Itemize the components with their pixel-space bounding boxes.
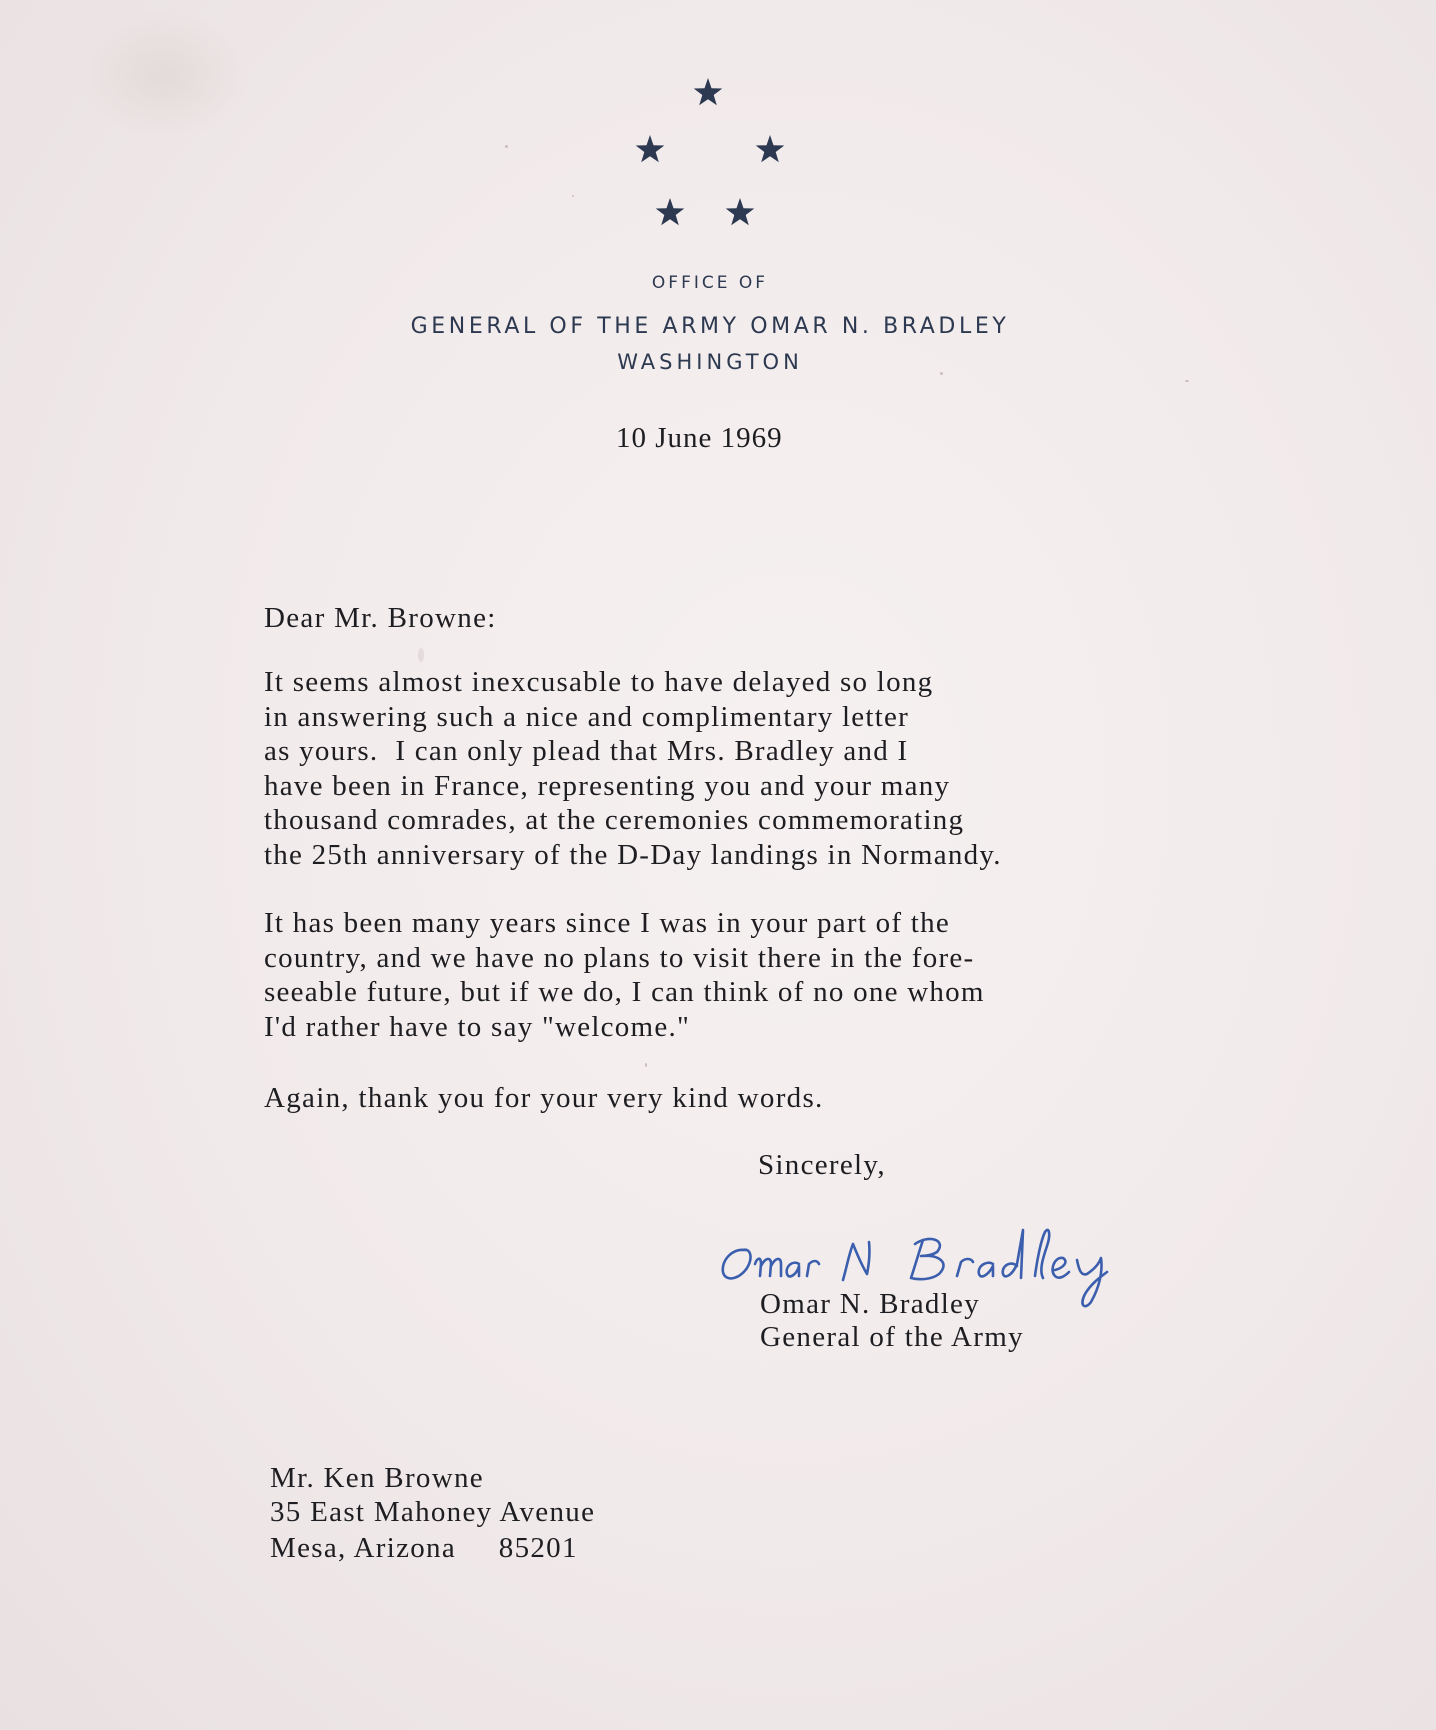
star-icon bbox=[756, 135, 785, 162]
paragraph-line: thousand comrades, at the ceremonies commemorating bbox=[264, 804, 965, 836]
signer-name: Omar N. Bradley bbox=[760, 1288, 981, 1320]
letter-date: 10 June 1969 bbox=[616, 422, 783, 454]
paragraph-line: the 25th anniversary of the D-Day landings in Normandy. bbox=[264, 838, 1002, 871]
paragraph-line: It seems almost inexcusable to have delayed so long bbox=[264, 666, 934, 698]
sign-off: Sincerely, bbox=[758, 1149, 886, 1181]
five-star-rank-icon bbox=[620, 70, 810, 230]
paper-speck bbox=[645, 1063, 647, 1067]
paragraph-line: I'd rather have to say "welcome." bbox=[264, 1010, 691, 1043]
paper-speck bbox=[1185, 380, 1189, 382]
paragraph-line: have been in France, representing you and your many bbox=[264, 769, 951, 802]
recipient-name: Mr. Ken Browne bbox=[270, 1462, 484, 1494]
letterhead-office-of: OFFICE OF bbox=[651, 273, 769, 293]
salutation: Dear Mr. Browne: bbox=[264, 602, 497, 634]
recipient-city-line: Mesa, Arizona 85201 bbox=[270, 1532, 578, 1564]
paper-speck bbox=[572, 195, 574, 197]
star-icon bbox=[636, 135, 665, 162]
paragraph-line: as yours. I can only plead that Mrs. Bradley and I bbox=[264, 735, 909, 767]
paper-speck bbox=[418, 648, 424, 662]
letterhead-general-title: GENERAL OF THE ARMY OMAR N. BRADLEY bbox=[410, 314, 1010, 339]
paragraph-line: It has been many years since I was in your part of the bbox=[264, 907, 950, 939]
signer-title: General of the Army bbox=[760, 1321, 1024, 1353]
body-paragraph-2 bbox=[264, 906, 1264, 1044]
paragraph-line: country, and we have no plans to visit there in the fore- bbox=[264, 941, 975, 974]
star-icon bbox=[726, 198, 755, 225]
body-paragraph-1 bbox=[264, 665, 1264, 872]
paragraph-line: in answering such a nice and complimentary letter bbox=[264, 700, 910, 733]
closing-line: Again, thank you for your very kind words. bbox=[264, 1082, 824, 1114]
recipient-street: 35 East Mahoney Avenue bbox=[270, 1496, 596, 1528]
paper-smudge bbox=[80, 10, 250, 140]
paragraph-line: seeable future, but if we do, I can think of no one whom bbox=[264, 976, 985, 1008]
star-icon bbox=[656, 198, 685, 225]
paper-speck bbox=[505, 145, 508, 148]
star-icon bbox=[694, 78, 723, 105]
letterhead-city: WASHINGTON bbox=[617, 350, 803, 374]
